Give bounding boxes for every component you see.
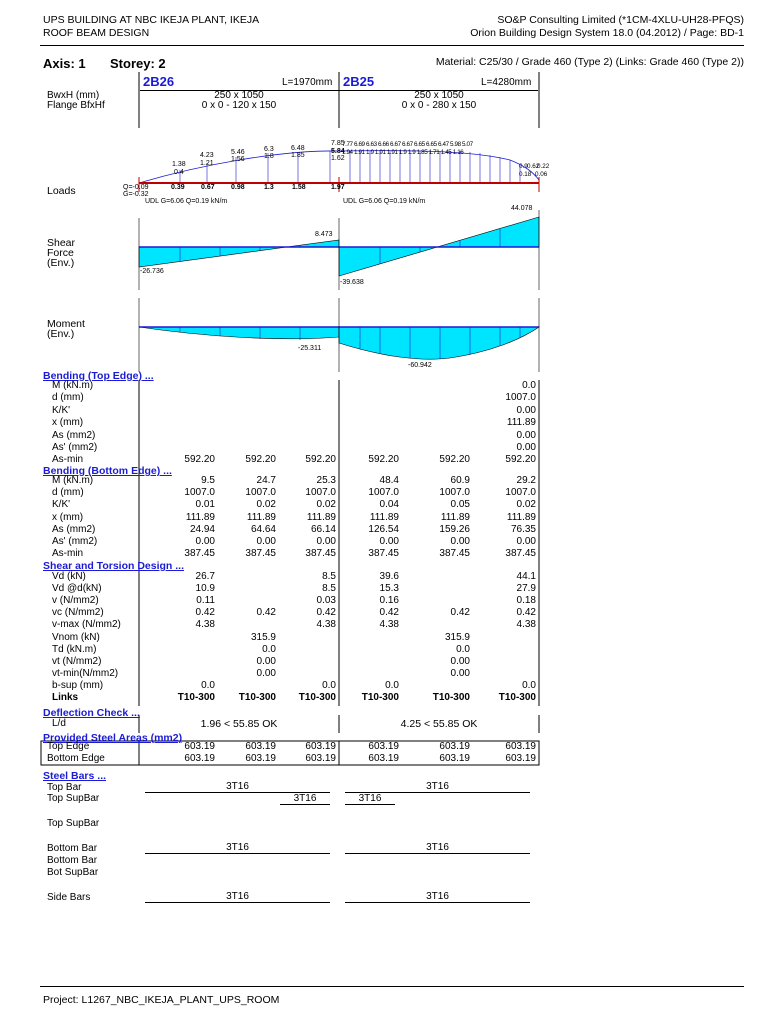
table-cell: 592.20 <box>245 454 276 466</box>
table-cell: 0.00 <box>516 442 536 453</box>
table-cell: 1007.0 <box>305 487 336 499</box>
row-label: As' (mm2) <box>52 442 98 453</box>
top-supbar2-label: Top SupBar <box>47 818 100 829</box>
row-label: As-min <box>52 454 84 466</box>
load-value: 1.8 <box>264 153 274 160</box>
shear-value: -39.638 <box>340 279 364 286</box>
bottom-bar2-label: Bottom Bar <box>47 855 98 866</box>
row-label: v-max (N/mm2) <box>52 619 121 631</box>
table-cell: 0.00 <box>516 404 536 416</box>
table-cell: 27.9 <box>516 583 536 595</box>
table-cell: T10-300 <box>177 692 215 703</box>
table-cell: 111.89 <box>506 417 536 429</box>
table-cell: 76.35 <box>510 523 536 535</box>
table-cell: 0.42 <box>516 607 536 619</box>
table-cell: 0.42 <box>316 607 336 619</box>
row-label: b-sup (mm) <box>52 679 104 691</box>
table-cell: T10-300 <box>238 692 276 703</box>
table-cell: 111.89 <box>185 511 215 523</box>
table-cell: 48.4 <box>379 475 399 486</box>
load-value: 5.84 <box>331 148 345 155</box>
udl-label: UDL G=6.06 Q=0.19 kN/m <box>343 198 426 205</box>
table-cell: 387.45 <box>305 548 336 560</box>
table-cell: T10-300 <box>498 692 536 703</box>
row-label: x (mm) <box>52 417 84 429</box>
load-value: 1.21 <box>200 160 214 167</box>
table-cell: 1007.0 <box>184 487 215 499</box>
load-value: 0.22 <box>537 163 550 170</box>
top-bar-label: Top Bar <box>47 782 82 793</box>
beam-1-flange: 0 x 0 - 120 x 150 <box>201 100 277 111</box>
section-steel-bars: Steel Bars ... <box>43 770 107 782</box>
top-supbar-value: 3T16 <box>293 793 317 804</box>
load-value: 6.3 <box>264 146 274 153</box>
bottom-bar-label: Bottom Bar <box>47 843 98 854</box>
table-cell: 387.45 <box>184 548 215 560</box>
row-label: M (kN.m) <box>52 475 94 486</box>
table-cell: 4.38 <box>516 619 536 631</box>
material-label: Material: C25/30 / Grade 460 (Type 2) (Links: Grade 460 (Type 2)) <box>435 56 744 68</box>
flange-label: Flange BfxHf <box>47 100 105 111</box>
table-cell: 0.0 <box>201 679 215 691</box>
table-cell: 603.19 <box>184 752 215 764</box>
table-cell: 0.02 <box>256 499 276 511</box>
table-cell: 60.9 <box>450 475 470 486</box>
table-cell: 603.19 <box>439 741 470 752</box>
section-shear-design: Shear and Torsion Design ... <box>43 560 184 572</box>
row-label: d (mm) <box>52 392 84 404</box>
deflection-label: L/d <box>52 718 66 729</box>
table-cell: 9.5 <box>201 475 215 486</box>
bxh-label: BwxH (mm) <box>47 90 100 101</box>
q-label: Q=-0.09 <box>123 184 149 191</box>
row-label: As (mm2) <box>52 523 96 535</box>
table-cell: 1007.0 <box>368 487 399 499</box>
table-cell: 0.03 <box>316 595 336 607</box>
table-cell: 603.19 <box>245 752 276 764</box>
table-cell: 0.00 <box>450 667 470 679</box>
bar-line <box>345 804 395 805</box>
footer-rule <box>40 986 744 987</box>
table-cell: 0.00 <box>316 536 336 547</box>
table-cell: 1007.0 <box>439 487 470 499</box>
row-label: Vd @d(kN) <box>52 583 102 595</box>
table-cell: 387.45 <box>439 548 470 560</box>
design-title: ROOF BEAM DESIGN <box>43 27 150 39</box>
table-cell: 592.20 <box>505 454 536 466</box>
table-cell: 159.26 <box>439 523 470 535</box>
bar-line <box>345 902 530 903</box>
row-label: As' (mm2) <box>52 536 98 547</box>
load-value: 7.85 <box>331 140 345 147</box>
software-page: Orion Building Design System 18.0 (04.2012) / Page: BD-1 <box>470 27 744 39</box>
bar-line <box>145 902 330 903</box>
table-cell: 0.42 <box>450 607 470 619</box>
row-label: v (N/mm2) <box>52 595 99 607</box>
load-value: 1.56 <box>231 156 245 163</box>
load-base: 0.39 <box>171 184 185 191</box>
table-cell: 0.0 <box>522 679 536 691</box>
top-supbar-value: 3T16 <box>358 793 382 804</box>
table-cell: 0.11 <box>196 595 215 607</box>
side-bars-label: Side Bars <box>47 892 91 903</box>
row-label: vt (N/mm2) <box>52 655 102 667</box>
bot-supbar-label: Bot SupBar <box>47 867 99 878</box>
table-cell: 0.16 <box>379 595 399 607</box>
bar-line <box>345 853 530 854</box>
storey-label: Storey: 2 <box>110 56 166 71</box>
table-cell: 0.00 <box>256 667 276 679</box>
g-label: G=-0.32 <box>123 191 149 198</box>
table-cell: 0.00 <box>450 655 470 667</box>
load-value: 5.46 <box>231 149 245 156</box>
load-values-beam2: 1.94 1.91 1.9 1.91 1.91 1.9 1.9 1.85 1.71 1.45 1.16 <box>342 149 464 156</box>
row-label: M (kN.m) <box>52 380 94 391</box>
table-cell: 26.7 <box>195 571 215 582</box>
load-value: 1.38 <box>172 161 186 168</box>
table-cell: 0.18 <box>516 595 536 607</box>
udl-label: UDL G=6.06 Q=0.19 kN/m <box>145 198 228 205</box>
table-cell: 44.1 <box>516 571 536 582</box>
row-label: d (mm) <box>52 487 84 499</box>
table-cell: 24.94 <box>189 523 215 535</box>
table-cell: 0.00 <box>516 429 536 441</box>
table-cell: 0.01 <box>195 499 215 511</box>
table-cell: 0.00 <box>379 536 399 547</box>
row-label: Bottom Edge <box>47 752 105 764</box>
load-value: 0.18 <box>519 171 532 178</box>
table-cell: 603.19 <box>505 752 536 764</box>
section-provided-steel: Provided Steel Areas (mm2) <box>43 732 183 744</box>
company-name: SO&P Consulting Limited (*1CM-4XLU-UH28-PFQS) <box>497 14 744 26</box>
table-cell: 0.02 <box>316 499 336 511</box>
table-cell: 603.19 <box>368 752 399 764</box>
load-base: 1.3 <box>264 184 274 191</box>
table-cell: 0.42 <box>256 607 276 619</box>
bottom-bar-value: 3T16 <box>226 842 249 853</box>
shear-value: 8.473 <box>315 231 333 238</box>
footer-project: Project: L1267_NBC_IKEJA_PLANT_UPS_ROOM <box>43 994 280 1006</box>
row-label: As (mm2) <box>52 429 96 441</box>
table-cell: 0.0 <box>456 643 470 655</box>
table-cell: 126.54 <box>368 523 399 535</box>
row-label: As-min <box>52 548 84 560</box>
beam-2-bxh: 250 x 1050 <box>414 90 464 101</box>
table-cell: 64.64 <box>250 523 276 535</box>
row-label: Td (kN.m) <box>52 643 97 655</box>
top-bar-value: 3T16 <box>426 781 449 792</box>
load-base: 0.67 <box>201 184 215 191</box>
load-value: 1.85 <box>291 152 305 159</box>
row-label: K/K' <box>52 499 71 511</box>
table-cell: 603.19 <box>245 741 276 752</box>
table-cell: 0.00 <box>256 536 276 547</box>
moment-label-line: Moment <box>47 318 85 330</box>
load-value: 0.62 <box>527 163 540 170</box>
table-cell: 111.89 <box>369 511 399 523</box>
table-cell: 315.9 <box>444 631 470 643</box>
table-cell: 1007.0 <box>505 392 536 404</box>
table-cell: 603.19 <box>184 741 215 752</box>
table-cell: 0.0 <box>385 679 399 691</box>
table-cell: 603.19 <box>505 741 536 752</box>
table-cell: 0.00 <box>450 536 470 547</box>
load-base: 1.97 <box>331 184 345 191</box>
table-cell: 592.20 <box>439 454 470 466</box>
table-cell: 1007.0 <box>245 487 276 499</box>
table-cell: 8.5 <box>322 583 336 595</box>
side-bars-value: 3T16 <box>226 891 249 902</box>
section-bending-top: Bending (Top Edge) ... <box>43 370 154 382</box>
deflection-value: 4.25 < 55.85 OK <box>400 718 478 730</box>
beam-2-name: 2B25 <box>343 74 375 89</box>
section-bending-bottom: Bending (Bottom Edge) ... <box>43 465 172 477</box>
row-label: x (mm) <box>52 511 84 523</box>
shear-value: -26.736 <box>140 268 164 275</box>
table-cell: 39.6 <box>379 571 399 582</box>
table-cell: 25.3 <box>316 475 336 486</box>
beam-2-flange: 0 x 0 - 280 x 150 <box>401 100 477 111</box>
shear-label-line: Shear <box>47 237 76 249</box>
table-cell: 4.38 <box>195 619 215 631</box>
row-label: Top Edge <box>47 741 90 752</box>
table-cell: 603.19 <box>305 752 336 764</box>
table-cell: 387.45 <box>368 548 399 560</box>
table-cell: T10-300 <box>298 692 336 703</box>
moment-diagram <box>139 298 539 372</box>
table-cell: 387.45 <box>505 548 536 560</box>
table-cell: 0.04 <box>379 499 399 511</box>
row-label: Vd (kN) <box>52 571 86 582</box>
axis-label: Axis: 1 <box>43 56 86 71</box>
table-cell: T10-300 <box>432 692 470 703</box>
deflection-value: 1.96 < 55.85 OK <box>200 718 278 730</box>
table-cell: 4.38 <box>316 619 336 631</box>
table-cell: 0.42 <box>195 607 215 619</box>
table-cell: 603.19 <box>439 752 470 764</box>
moment-label-line: (Env.) <box>47 328 75 340</box>
table-cell: T10-300 <box>361 692 399 703</box>
table-cell: 111.89 <box>440 511 470 523</box>
table-cell: 0.00 <box>195 536 215 547</box>
table-cell: 0.05 <box>450 499 470 511</box>
table-cell: 603.19 <box>368 741 399 752</box>
table-cell: 592.20 <box>184 454 215 466</box>
table-cell: 0.0 <box>322 679 336 691</box>
table-cell: 111.89 <box>246 511 276 523</box>
load-value: 0.9 <box>519 163 528 170</box>
table-cell: 10.9 <box>195 583 215 595</box>
bar-line <box>145 853 330 854</box>
row-label: K/K' <box>52 404 71 416</box>
table-cell: 0.0 <box>262 643 276 655</box>
top-bar-value: 3T16 <box>226 781 249 792</box>
table-cell: 1007.0 <box>505 487 536 499</box>
side-bars-value: 3T16 <box>426 891 449 902</box>
load-value: 6.48 <box>291 145 305 152</box>
table-cell: 4.38 <box>379 619 399 631</box>
load-value: 0.06 <box>535 171 548 178</box>
load-value: 0.4 <box>174 169 184 176</box>
table-cell: 111.89 <box>506 511 536 523</box>
load-base: 0.98 <box>231 184 245 191</box>
load-value: 4.23 <box>200 152 214 159</box>
shear-diagram <box>139 210 539 290</box>
bottom-bar-value: 3T16 <box>426 842 449 853</box>
load-value: 1.62 <box>331 155 345 162</box>
row-label: Vnom (kN) <box>52 631 100 643</box>
table-cell: 387.45 <box>245 548 276 560</box>
table-cell: 29.2 <box>516 475 536 486</box>
bar-line <box>280 804 330 805</box>
table-cell: 0.42 <box>379 607 399 619</box>
table-cell: 0.00 <box>516 536 536 547</box>
table-cell: 15.3 <box>379 583 399 595</box>
table-cell: 24.7 <box>256 475 276 486</box>
row-label: vt-min(N/mm2) <box>52 667 119 679</box>
load-base: 1.58 <box>292 184 306 191</box>
table-cell: 66.14 <box>310 523 336 535</box>
table-cell: 8.5 <box>322 571 336 582</box>
shear-value: 44.078 <box>511 205 533 212</box>
beam-2-length: L=4280mm <box>481 77 532 88</box>
shear-label-line: Force <box>47 247 74 259</box>
table-cell: 0.0 <box>522 380 536 391</box>
table-cell: 592.20 <box>305 454 336 466</box>
moment-value: -60.942 <box>408 362 432 369</box>
table-cell: 0.00 <box>256 655 276 667</box>
beam-1-bxh: 250 x 1050 <box>214 90 264 101</box>
table-cell: 0.02 <box>516 499 536 511</box>
row-label: vc (N/mm2) <box>52 607 104 619</box>
beam-1-length: L=1970mm <box>282 77 333 88</box>
top-supbar-label: Top SupBar <box>47 793 100 804</box>
load-values-beam2: 7.77 6.69 6.63 6.66 6.67 6.67 6.65 6.65 6.47 5.98 5.07 <box>342 141 473 148</box>
project-title: UPS BUILDING AT NBC IKEJA PLANT, IKEJA <box>43 14 260 26</box>
beam-1-name: 2B26 <box>143 74 175 89</box>
table-cell: 315.9 <box>250 631 276 643</box>
loads-label: Loads <box>47 185 76 197</box>
row-label: Links <box>52 692 79 703</box>
table-cell: 592.20 <box>368 454 399 466</box>
section-deflection: Deflection Check ... <box>43 707 140 719</box>
table-cell: 603.19 <box>305 741 336 752</box>
moment-value: -25.311 <box>298 345 322 352</box>
shear-label-line: (Env.) <box>47 257 75 269</box>
table-cell: 111.89 <box>306 511 336 523</box>
